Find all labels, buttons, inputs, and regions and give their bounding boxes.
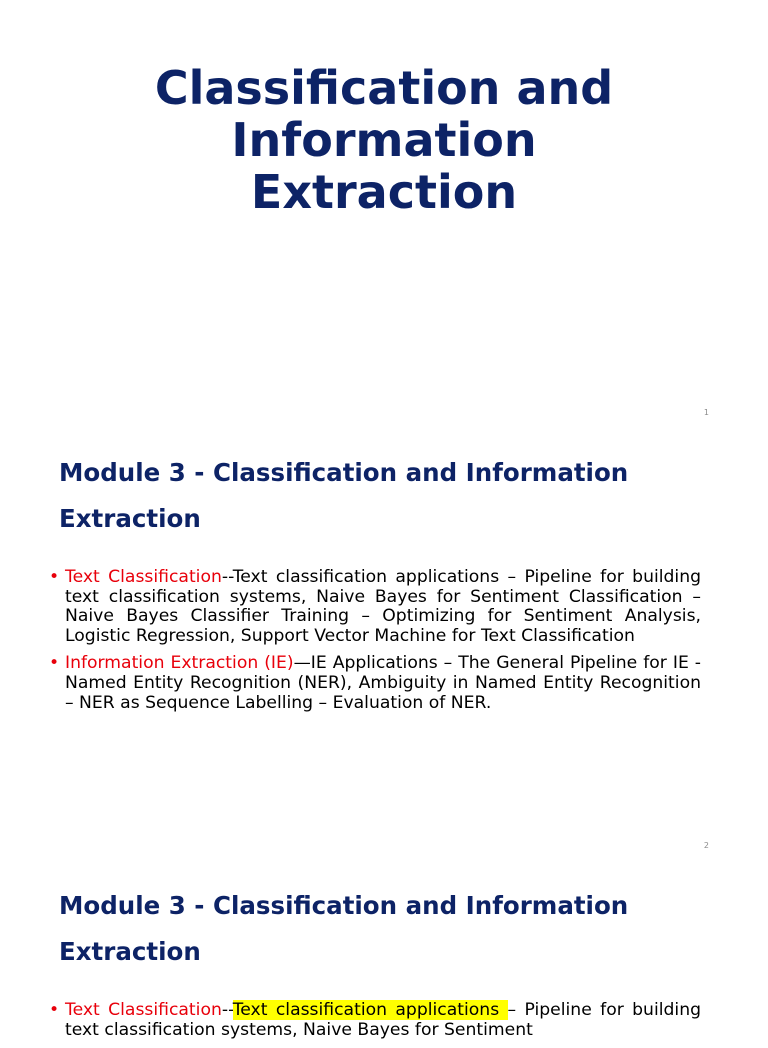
slide-2 xyxy=(0,433,768,866)
topic-term: Text Classification xyxy=(65,1000,222,1020)
topic-list xyxy=(49,568,701,721)
topic-term: Information Extraction (IE) xyxy=(65,653,294,674)
highlighted-text: Text classification applications xyxy=(232,1000,508,1020)
slide-number: 1 xyxy=(703,408,709,417)
slide-title xyxy=(0,62,768,218)
topic-term: Text Classification xyxy=(65,567,222,587)
topic-separator: -- xyxy=(221,567,233,587)
topic-list xyxy=(49,1001,701,1048)
topic-text: Text classification applications – Pipeline for building text classification systems, Naive Bayes for Sentiment Classification – Naive Bayes Classifier Training – Optimizing for Sentiment Analysis, Logistic Regression, Support Vector Machine for Text Classification xyxy=(65,567,702,646)
list-item-information-extraction xyxy=(49,654,701,713)
topic-separator: — xyxy=(293,653,311,674)
title-line-1: Classification and xyxy=(154,61,614,115)
bullet-icon: • xyxy=(49,567,60,587)
bullet-icon: • xyxy=(49,1000,60,1020)
slide-number: 2 xyxy=(703,841,709,850)
module-heading-line-2: Extraction xyxy=(59,937,201,966)
topic-text: – Pipeline for building text classification systems, Naive Bayes for Sentiment xyxy=(65,1000,701,1040)
title-line-2: Information xyxy=(231,113,537,167)
list-item-text-classification xyxy=(49,1001,701,1040)
slide-3 xyxy=(0,866,768,1040)
module-heading-line-1: Module 3 - Classification and Information xyxy=(59,891,629,920)
title-line-3: Extraction xyxy=(250,165,518,219)
slide-1 xyxy=(0,0,768,433)
topic-separator: -- xyxy=(221,1000,233,1020)
list-item-text-classification xyxy=(49,568,701,646)
module-heading xyxy=(59,883,709,975)
module-heading-line-2: Extraction xyxy=(59,504,201,533)
module-heading-line-1: Module 3 - Classification and Information xyxy=(59,458,629,487)
bullet-icon: • xyxy=(49,653,60,674)
topic-text: IE Applications – The General Pipeline for IE - Named Entity Recognition (NER), Ambiguity in Named Entity Recognition – NER as Sequence Labelling – Evaluation of NER. xyxy=(65,653,701,713)
module-heading xyxy=(59,450,709,542)
